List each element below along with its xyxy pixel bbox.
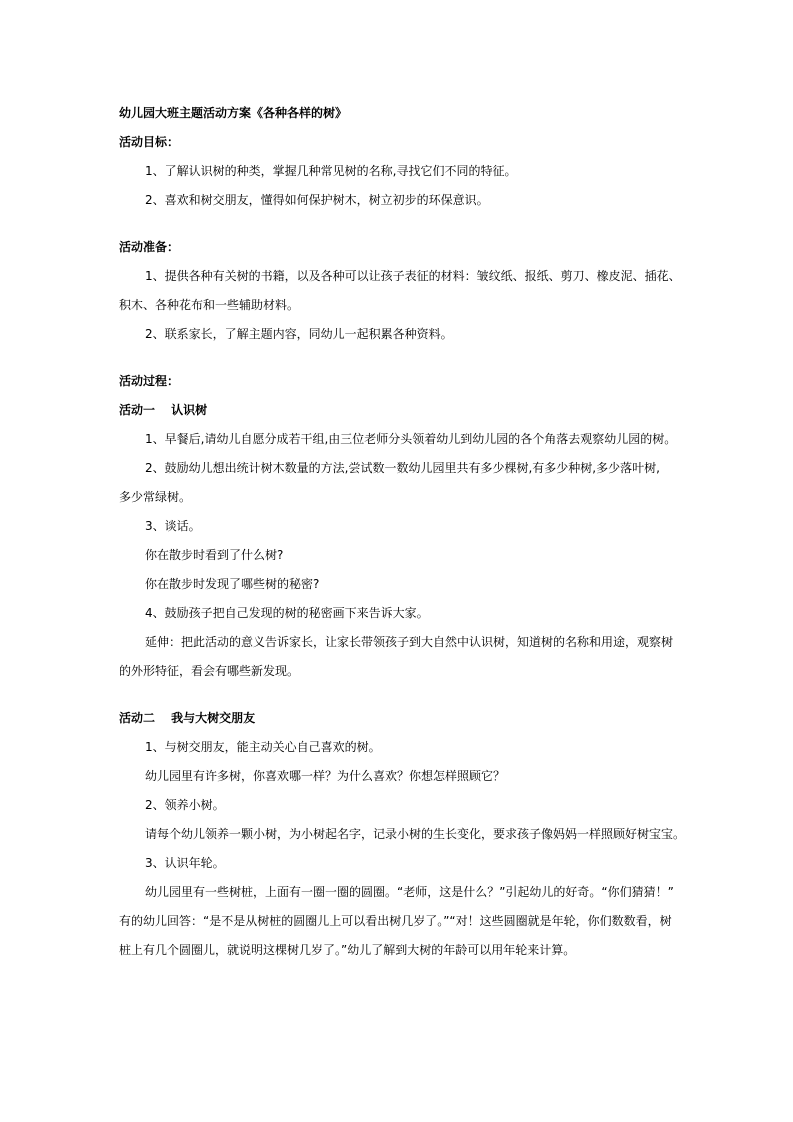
document-body <box>119 99 686 965</box>
activity-2-step-3-line-3: 桩上有几个圆圈儿，就说明这棵树几岁了。”幼儿了解到大树的年龄可以用年轮来计算。 <box>119 943 576 957</box>
activity-1-question-2: 你在散步时发现了哪些树的秘密? <box>145 577 320 591</box>
activity-1-step-3: 3、谈话。 <box>145 519 201 533</box>
activity-1-step-2-line-2: 多少常绿树。 <box>119 490 192 504</box>
section-spacer <box>119 686 679 704</box>
goal-item: 1、了解认识树的种类，掌握几种常见树的名称,寻找它们不同的特征。 <box>145 164 517 178</box>
activity-2-heading: 活动二 我与大树交朋友 <box>119 711 256 725</box>
activity-2-step-1: 1、与树交朋友，能主动关心自己喜欢的树。 <box>145 740 381 754</box>
process-heading: 活动过程： <box>119 374 180 388</box>
prep-item-1-line-2: 积木、各种花布和一些辅助材料。 <box>119 298 300 312</box>
activity-2-step-1-text: 幼儿园里有许多树，你喜欢哪一样？为什么喜欢？你想怎样照顾它？ <box>145 769 506 783</box>
activity-1-extension-line-1: 延伸：把此活动的意义告诉家长，让家长带领孩子到大自然中认识树，知道树的名称和用途，观察树 <box>145 635 674 649</box>
activity-2-step-2-text: 请每个幼儿领养一颗小树，为小树起名字，记录小树的生长变化，要求孩子像妈妈一样照顾好树宝宝。 <box>145 827 686 841</box>
activity-1-question-1: 你在散步时看到了什么树? <box>145 548 284 562</box>
prep-item-1-line-1: 1、提供各种有关树的书籍，以及各种可以让孩子表征的材料：皱纹纸、报纸、剪刀、橡皮泥、插花、 <box>145 269 681 283</box>
activity-2-step-3-line-2: 有的幼儿回答：“是不是从树桩的圆圈儿上可以看出树几岁了。”“对！这些圆圈就是年轮，你们数数看，树 <box>119 914 672 928</box>
goals-heading: 活动目标： <box>119 135 180 149</box>
activity-2-step-3-line-1: 幼儿园里有一些树桩，上面有一圈一圈的圆圈。“老师，这是什么？”引起幼儿的好奇。“你们猜猜！” <box>145 885 674 899</box>
activity-1-step-2-line-1: 2、鼓励幼儿想出统计树木数量的方法,尝试数一数幼儿园里共有多少棵树,有多少种树,多少落叶树, <box>145 461 660 475</box>
activity-2-step-3: 3、认识年轮。 <box>145 856 225 870</box>
activity-2-step-2: 2、领养小树。 <box>145 798 225 812</box>
section-spacer <box>119 215 679 233</box>
activity-1-extension-line-2: 的外形特征，看会有哪些新发现。 <box>119 664 300 678</box>
document-title: 幼儿园大班主题活动方案《各种各样的树》 <box>119 106 348 120</box>
prep-item-2: 2、联系家长，了解主题内容，同幼儿一起积累各种资料。 <box>145 327 453 341</box>
section-spacer <box>119 349 679 367</box>
activity-1-heading: 活动一 认识树 <box>119 403 208 417</box>
activity-1-step-4: 4、鼓励孩子把自己发现的树的秘密画下来告诉大家。 <box>145 606 429 620</box>
activity-1-step-1: 1、早餐后,请幼儿自愿分成若干组,由三位老师分头领着幼儿到幼儿园的各个角落去观察幼儿园的树。 <box>145 432 677 446</box>
prep-heading: 活动准备： <box>119 240 180 254</box>
goal-item: 2、喜欢和树交朋友，懂得如何保护树木，树立初步的环保意识。 <box>145 193 489 207</box>
